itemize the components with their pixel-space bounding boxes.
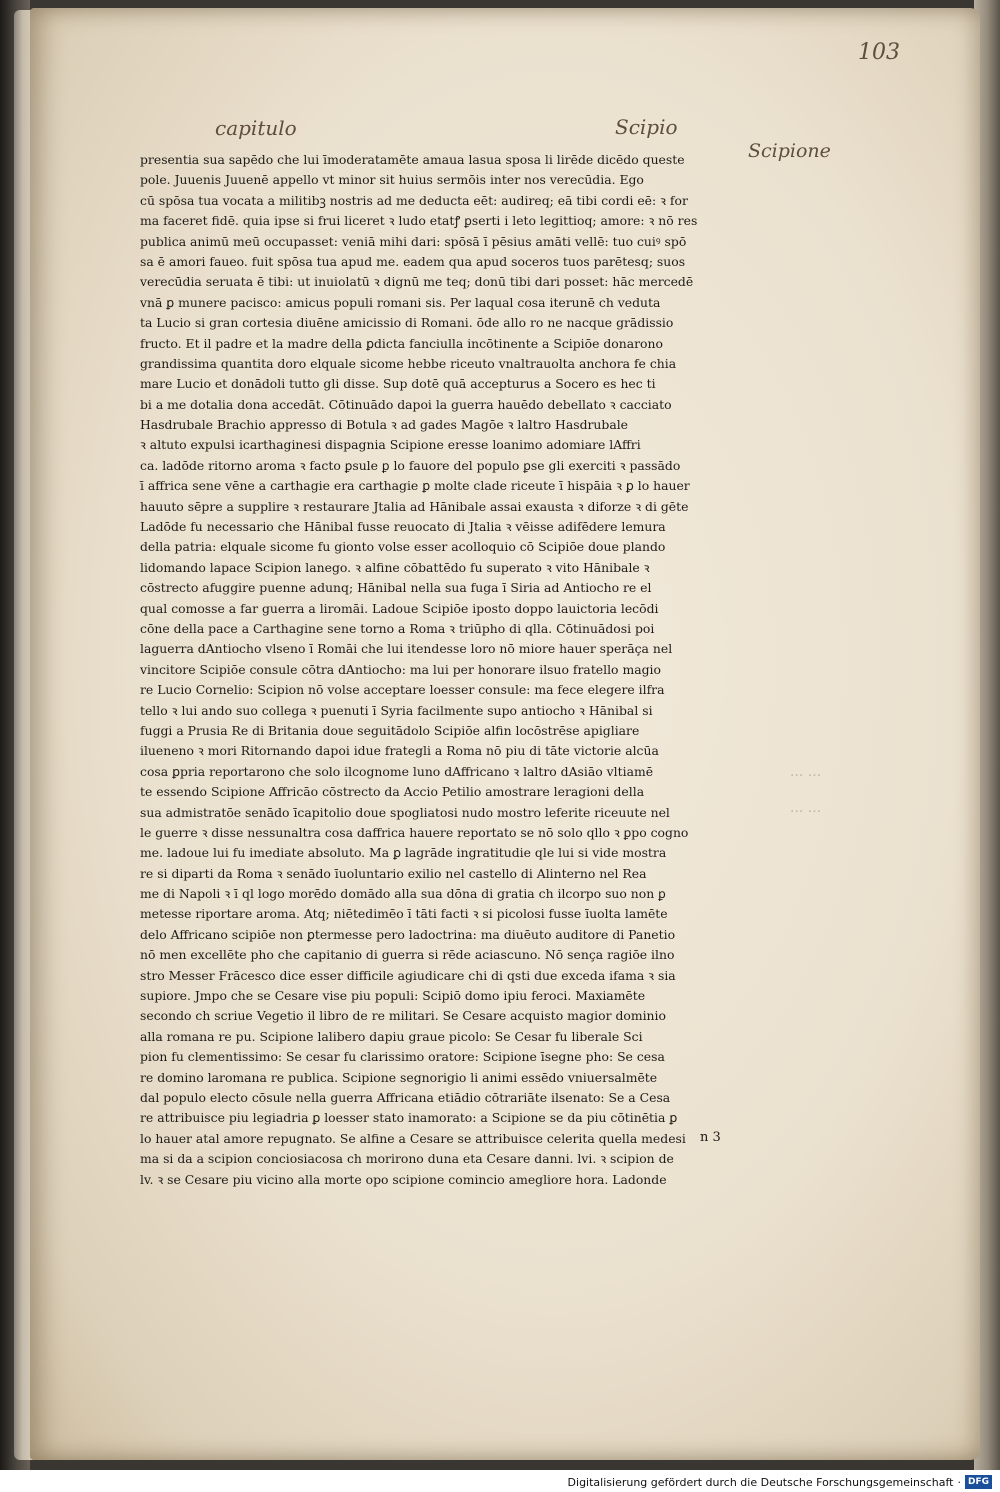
text-line: laguerra dAntiocho vlseno ī Romāi che lui itendesse loro nō miore hauer sperāça nel <box>140 641 673 657</box>
text-line: le guerre ꝛ disse nessunaltra cosa daffrica hauere reportato se nō solo qllo ꝛ ꝑpo cogno <box>140 824 689 840</box>
text-line: metesse riportare aroma. Atq; niētedimēo ī tāti facti ꝛ si picolosi fusse īuolta lamēte <box>140 906 668 922</box>
text-line: qual comosse a far guerra a liromāi. Ladoue Scipiōe iposto doppo lauictoria lecōdi <box>140 600 659 616</box>
text-line: Ladōde fu necessario che Hānibal fusse reuocato di Jtalia ꝛ vēisse adifēdere lemura <box>140 519 666 535</box>
text-line: supiore. Jmpo che se Cesare vise piu populi: Scipiō domo ipiu feroci. Maxiamēte <box>140 988 646 1004</box>
signature-mark: n 3 <box>700 1130 721 1145</box>
text-line: publica animū meū occupasset: veniā mihi dari: spōsā ī pēsius amāti vellē: tuo cuiꝰ spō <box>140 233 687 249</box>
funding-credit-text: Digitalisierung gefördert durch die Deutsche Forschungsgemeinschaft <box>567 1475 954 1489</box>
bullet-separator: · <box>957 1475 961 1489</box>
text-line: ꝛ altuto expulsi icarthaginesi dispagnia Scipione eresse loanimo adomiare lAffri <box>140 437 641 453</box>
footer-bar <box>0 1470 1000 1492</box>
text-line: ca. ladōde ritorno aroma ꝛ facto ꝑsule ꝑ lo fauore del populo ꝑse gli exerciti ꝛ passādo <box>140 457 681 473</box>
text-line: mare Lucio et donādoli tutto gli disse. Sup dotē quā accepturus a Socero es hec ti <box>140 376 656 392</box>
dfg-logo: DFG <box>965 1475 992 1489</box>
bleed-through-mark: ... ... <box>790 800 822 816</box>
text-line: secondo ch scriue Vegetio il libro de re militari. Se Cesare acquisto magior dominio <box>140 1008 666 1024</box>
text-line: cōstrecto afuggire puenne adunq; Hānibal nella sua fuga ī Siria ad Antiocho re el <box>140 580 652 596</box>
text-line: re attribuisce piu legiadria ꝑ loesser stato inamorato: a Scipione se da piu cōtinētia ꝑ <box>140 1110 678 1126</box>
running-head-left: capitulo <box>215 116 297 140</box>
text-line: presentia sua sapēdo che lui īmoderatamēte amaua lasua sposa li lirēde dicēdo queste <box>140 152 685 167</box>
margin-annotation: Scipione <box>748 140 831 162</box>
text-line: cōne della pace a Carthagine sene torno a Roma ꝛ triūpho di qlla. Cōtinuādosi poi <box>140 620 655 636</box>
text-line: grandissima quantita doro elquale sicome hebbe riceuto vnaltrauolta anchora fe chia <box>140 355 677 371</box>
text-line: dal populo electo cōsule nella guerra Affricana etiādio cōtrariāte ilsenato: Se a Cesa <box>140 1089 671 1105</box>
text-line: fructo. Et il padre et la madre della ꝑdicta fanciulla incōtinente a Scipiōe donarono <box>140 335 663 351</box>
text-line: delo Affricano scipiōe non ꝑtermesse pero ladoctrina: ma diuēuto auditore di Panetio <box>140 926 676 942</box>
funding-credit <box>568 1475 992 1489</box>
text-line: pole. Juuenis Juuenē appello vt minor sit huius sermōis inter nos verecūdia. Ego <box>140 172 644 188</box>
text-line: ma si da a scipion conciosiacosa ch morirono duna eta Cesare danni. lvi. ꝛ scipion de <box>140 1151 674 1167</box>
text-line: cū spōsa tua vocata a militibꝫ nostris ad me deducta eēt: audireq; eā tibi cordi eē: ꝛ for <box>140 192 688 208</box>
text-line: ilueneno ꝛ mori Ritornando dapoi idue frategli a Roma nō piu di tāte victorie alcūa <box>140 743 659 759</box>
printed-text-block <box>140 150 745 1190</box>
text-line: tello ꝛ lui ando suo collega ꝛ puenuti ī Syria facilmente supo antiocho ꝛ Hānibal si <box>140 702 653 718</box>
text-line: fuggi a Prusia Re di Britania doue seguitādolo Scipiōe alfin locōstrēse apigliare <box>140 722 640 738</box>
text-line: stro Messer Frācesco dice esser difficile agiudicare chi di qsti due exceda ifama ꝛ sia <box>140 967 676 983</box>
text-line: hauuto sēpre a supplire ꝛ restaurare Jtalia ad Hānibale assai exausta ꝛ diforze ꝛ di gēte <box>140 498 689 514</box>
text-line: lv. ꝛ se Cesare piu vicino alla morte opo scipione comincio amegliore hora. Ladonde <box>140 1171 667 1187</box>
text-line: lo hauer atal amore repugnato. Se alfine a Cesare se attribuisce celerita quella medesi <box>140 1130 686 1146</box>
text-line: verecūdia seruata ē tibi: ut inuiolatū ꝛ dignū me teq; donū tibi dari posset: hāc mercedē <box>140 274 694 290</box>
text-line: della patria: elquale sicome fu gionto volse esser acolloquio cō Scipiōe doue plando <box>140 539 666 555</box>
text-line: sa ē amori faueo. fuit spōsa tua apud me. eadem qua apud soceros tuos parētesq; suos <box>140 253 686 269</box>
bleed-through-mark: ... ... <box>790 764 822 780</box>
text-line: bi a me dotalia dona accedāt. Cōtinuādo dapoi la guerra hauēdo debellato ꝛ cacciato <box>140 396 672 412</box>
text-line: te essendo Scipione Affricāo cōstrecto da Accio Petilio amostrare leragioni della <box>140 784 645 800</box>
text-line: vincitore Scipiōe consule cōtra dAntiocho: ma lui per honorare ilsuo fratello magio <box>140 661 661 677</box>
text-line: nō men excellēte pho che capitanio di guerra si rēde aciascuno. Nō sença ragiōe ilno <box>140 947 675 963</box>
text-line: ma faceret fidē. quia ipse si frui liceret ꝛ ludo etatꝭ ꝑserti i leto legittioq; amore: ꝛ nō res <box>140 213 698 229</box>
text-line: lidomando lapace Scipion lanego. ꝛ alfine cōbattēdo fu superato ꝛ vito Hānibale ꝛ <box>140 559 650 575</box>
text-line: ta Lucio si gran cortesia diuēne amicissio di Romani. ōde allo ro ne nacque grādissio <box>140 315 674 331</box>
text-line: sua admistratōe senādo īcapitolio doue spogliatosi nudo mostro leferite riceuute nel <box>140 804 670 820</box>
text-line: vnā ꝑ munere pacisco: amicus populi romani sis. Per laqual cosa iterunē ch veduta <box>140 294 661 310</box>
folio-number: 103 <box>858 40 900 65</box>
text-line: ī affrica sene vēne a carthagie era carthagie ꝑ molte clade riceute ī hispāia ꝛ ꝑ lo hauer <box>140 478 690 494</box>
text-line: cosa ꝑpria reportarono che solo ilcognome luno dAffricano ꝛ laltro dAsiāo vltiamē <box>140 763 654 779</box>
text-line: me. ladoue lui fu imediate absoluto. Ma ꝑ lagrāde ingratitudie qle lui si vide mostra <box>140 845 667 861</box>
text-line: pion fu clementissimo: Se cesar fu clarissimo oratore: Scipione īsegne pho: Se cesa <box>140 1049 665 1065</box>
running-head-right: Scipio <box>615 115 678 139</box>
text-line: me di Napoli ꝛ ī ql logo morēdo domādo alla sua dōna di gratia ch ilcorpo suo non ꝑ <box>140 886 666 902</box>
text-line: re si diparti da Roma ꝛ senādo īuoluntario exilio nel castello di Alinterno nel Rea <box>140 865 647 881</box>
text-line: re Lucio Cornelio: Scipion nō volse acceptare loesser consule: ma fece elegere ilfra <box>140 682 665 698</box>
text-line: re domino laromana re publica. Scipione segnorigio li animi essēdo vniuersalmēte <box>140 1069 658 1085</box>
text-line: Hasdrubale Brachio appresso di Botula ꝛ ad gades Magōe ꝛ laltro Hasdrubale <box>140 417 629 433</box>
text-line: alla romana re pu. Scipione lalibero dapiu graue picolo: Se Cesar fu liberale Sci <box>140 1028 643 1044</box>
